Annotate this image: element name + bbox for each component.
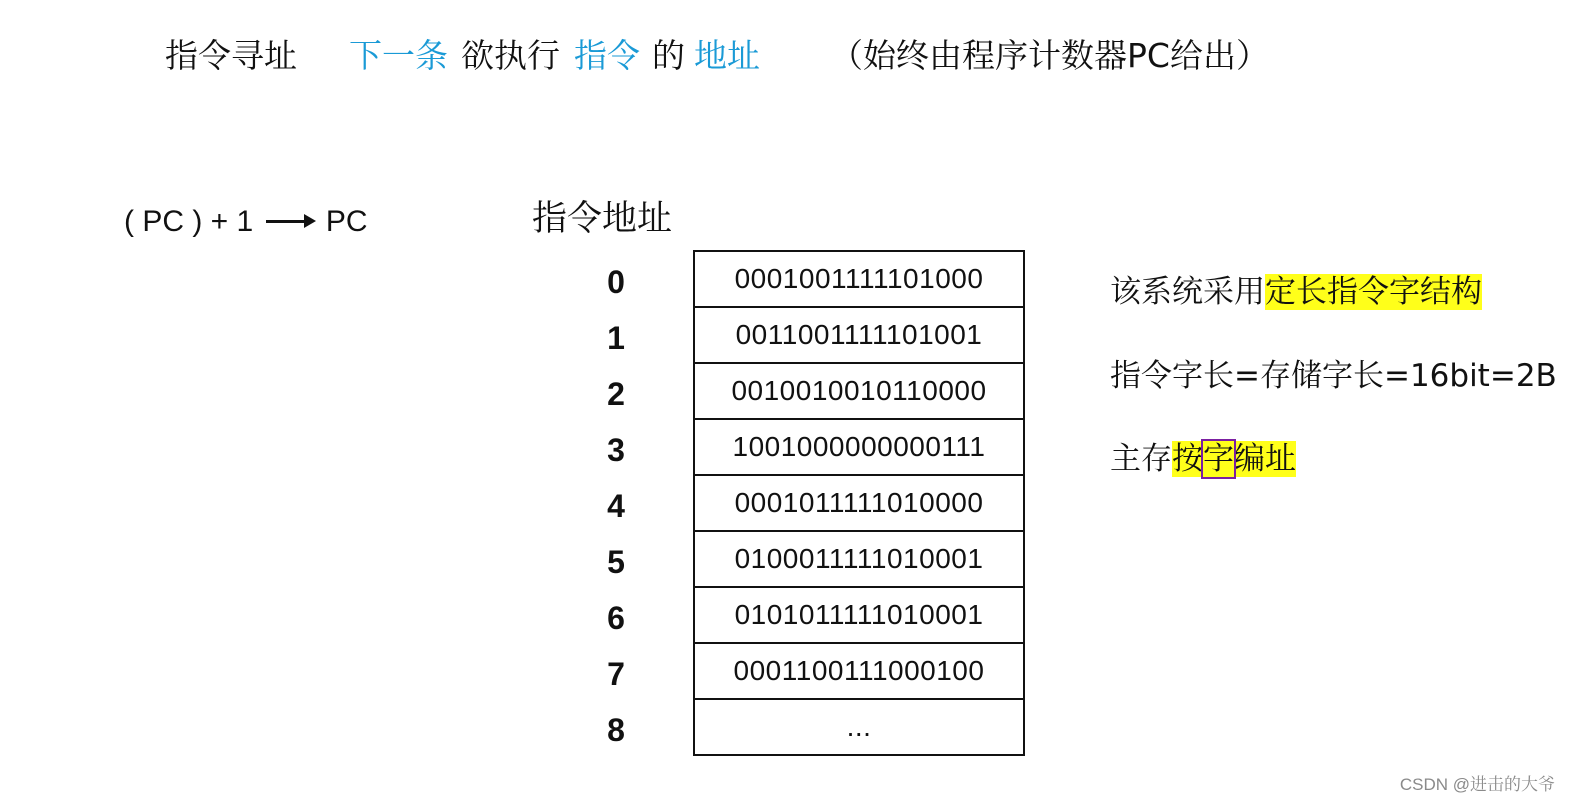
formula-left: ( PC ) + 1 [124,205,254,238]
address-column [590,252,642,756]
note-fixed-length [1110,270,1482,314]
note-line3-hl1: 按 [1172,441,1203,477]
address-index: 3 [607,432,625,468]
note-line3-boxed-word: 字 [1203,441,1234,477]
note-line1-prefix: 该系统采用 [1110,274,1265,310]
memory-cell: 0100011111010001 [695,532,1023,588]
memory-cell: 1001000000000111 [695,420,1023,476]
note-line3-prefix: 主存 [1110,441,1172,477]
right-arrow-icon [266,220,312,223]
memory-table [693,250,1025,756]
address-index: 4 [607,488,625,524]
title-of: 的 [652,36,685,75]
title-address: 地址 [694,36,760,75]
address-index: 6 [607,600,625,636]
address-index: 1 [607,320,625,356]
title-label: 指令寻址 [165,36,297,75]
note-line3-hl2: 编址 [1234,441,1296,477]
note-line1-highlight: 定长指令字结构 [1265,274,1482,310]
memory-cell: 0001001111101000 [695,252,1023,308]
memory-cell: 0011001111101001 [695,308,1023,364]
address-index: 8 [607,712,625,748]
memory-cell: 0101011111010001 [695,588,1023,644]
memory-cell: 0001100111000100 [695,644,1023,700]
memory-cell: ... [846,711,872,742]
memory-cell: 0010010010110000 [695,364,1023,420]
title-instruction: 指令 [574,36,640,75]
title-note: （始终由程序计数器PC给出） [830,36,1269,75]
note-word-length: 指令字长=存储字长=16bit=2B [1110,358,1557,394]
address-index: 7 [607,656,625,692]
title-next-item: 下一条 [349,36,448,75]
address-header: 指令地址 [532,199,673,239]
title-want-exec: 欲执行 [461,36,560,75]
pc-increment-formula [124,200,368,244]
watermark: CSDN @进击的大爷 [1399,775,1555,794]
note-addressing [1110,437,1296,481]
address-index: 0 [607,264,625,300]
memory-cell: 0001011111010000 [695,476,1023,532]
formula-right: PC [325,205,368,238]
address-index: 2 [607,376,625,412]
address-index: 5 [607,544,625,580]
